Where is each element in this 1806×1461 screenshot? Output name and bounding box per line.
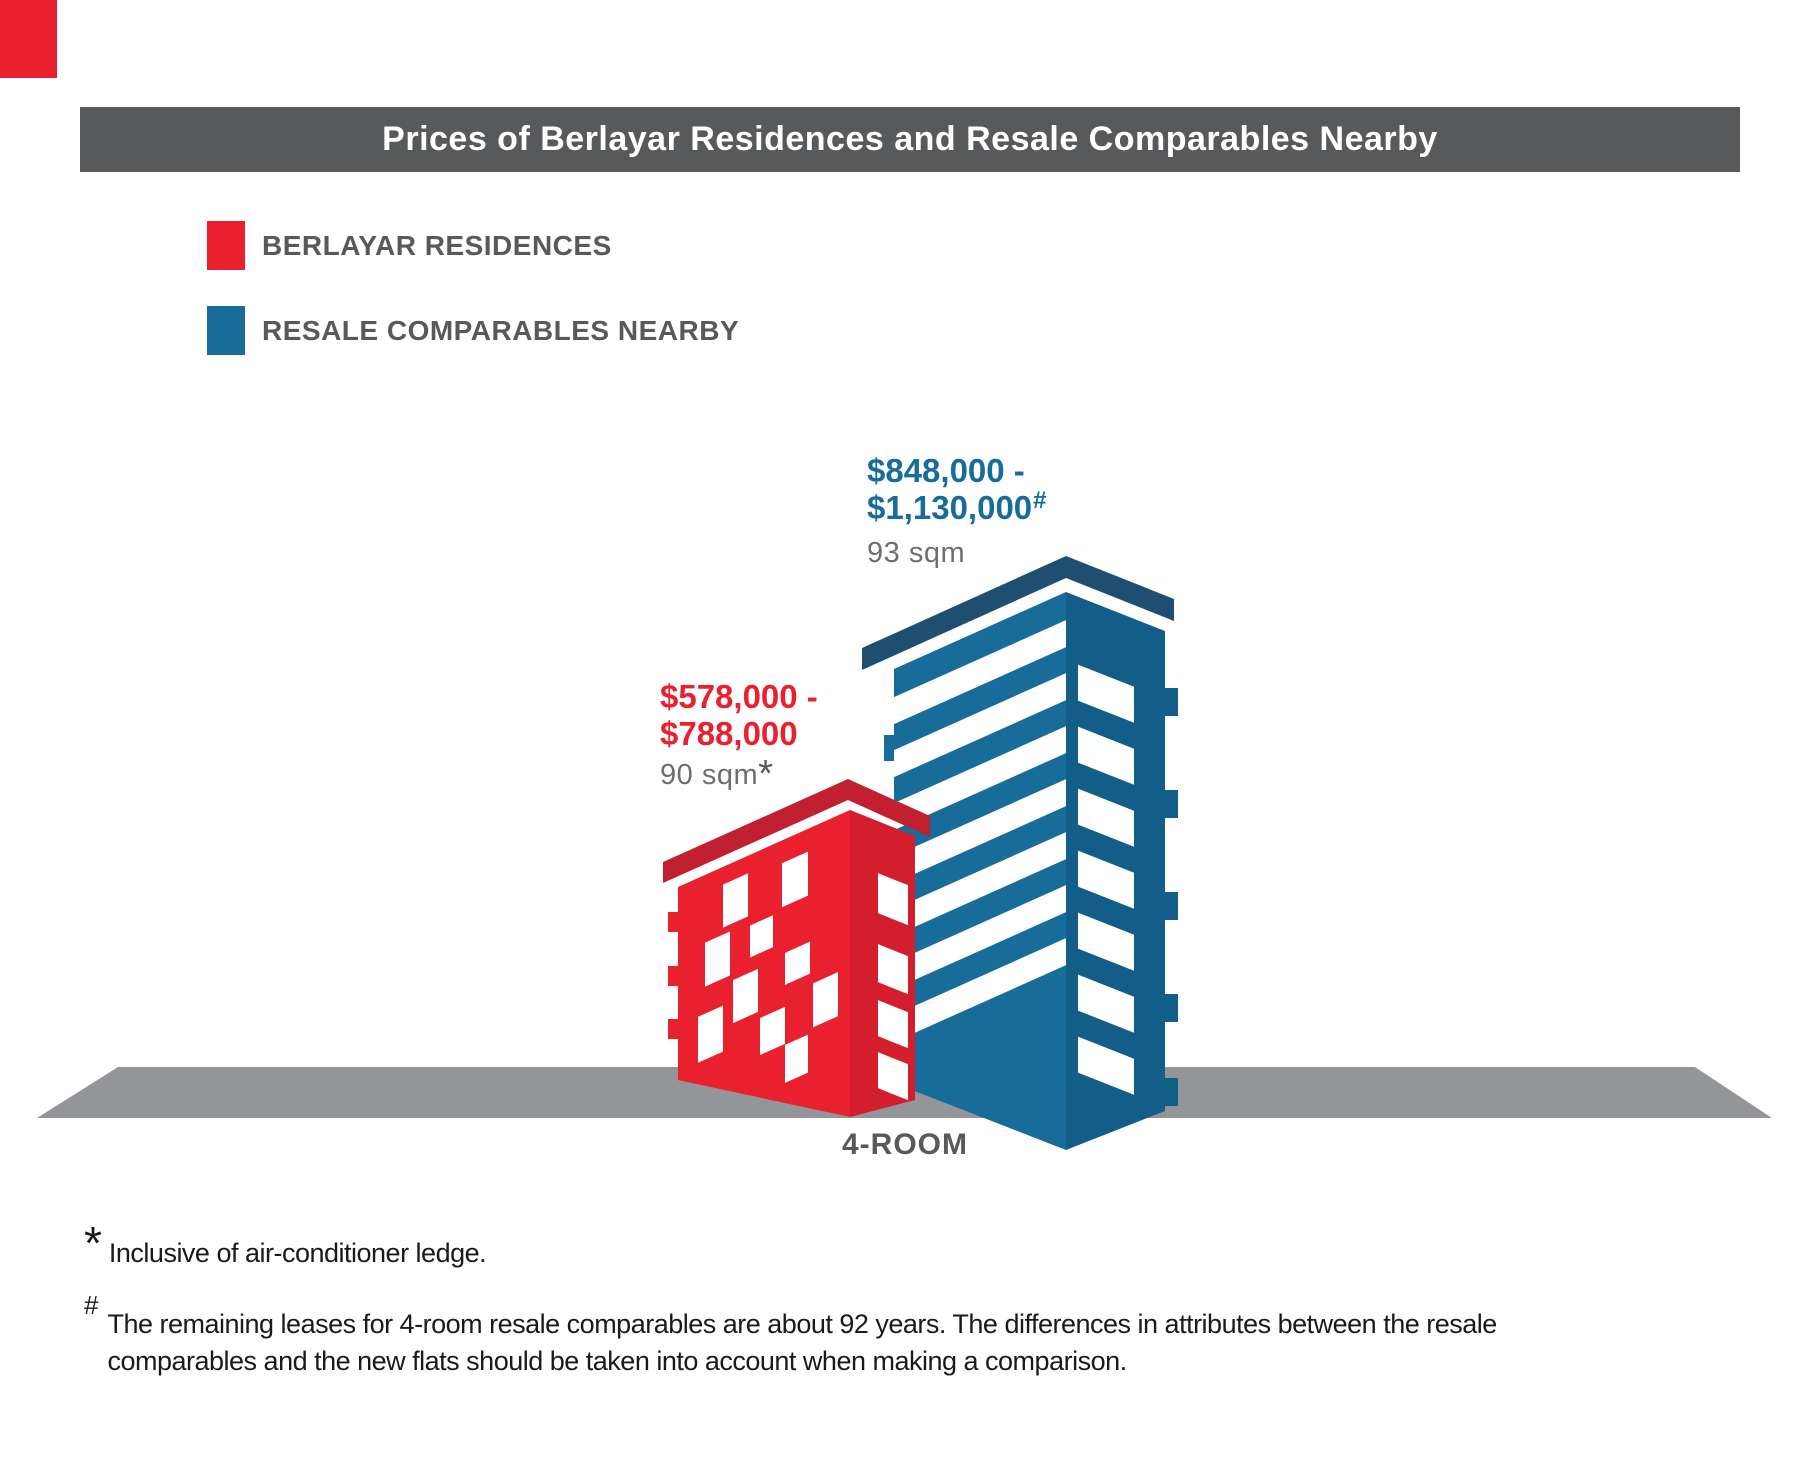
berlayar-floor-area: 90 sqm* [660,753,774,795]
legend-label-berlayar: BERLAYAR RESIDENCES [262,229,612,261]
resale-price-line2: $1,130,000# [867,487,1047,526]
berlayar-price-line2: $788,000 [660,715,798,752]
red-left-ledges [668,912,678,1039]
resale-price-line1: $848,000 - [867,452,1025,489]
footnote-hash-mark: # [84,1290,99,1320]
page-title: Prices of Berlayar Residences and Resale Comparables Nearby [382,120,1438,158]
footnote-remaining-lease [84,1290,1597,1380]
asterisk-mark: * [758,753,774,795]
blue-left-ledge [884,735,894,761]
footnote-lease-text: The remaining leases for 4-room resale comparables are about 92 years. The differences in attributes between the resale comparables and the new flats should be taken into account when making a comparison. [107,1309,1497,1376]
legend-label-resale: RESALE COMPARABLES NEARBY [262,314,740,346]
blue-right-ledges [1165,688,1178,1106]
resale-price-label [867,452,1046,572]
footnote-aircon-ledge [84,1217,487,1272]
berlayar-price-label [660,678,818,794]
hash-mark: # [1033,487,1047,514]
berlayar-price-line1: $578,000 - [660,678,818,715]
resale-floor-area: 93 sqm [867,537,966,569]
category-label: 4-ROOM [842,1128,968,1161]
berlayar-residences-building [663,779,930,1122]
footnote-asterisk-mark: * [84,1217,102,1269]
footnote-aircon-text: Inclusive of air-conditioner ledge. [108,1238,487,1268]
